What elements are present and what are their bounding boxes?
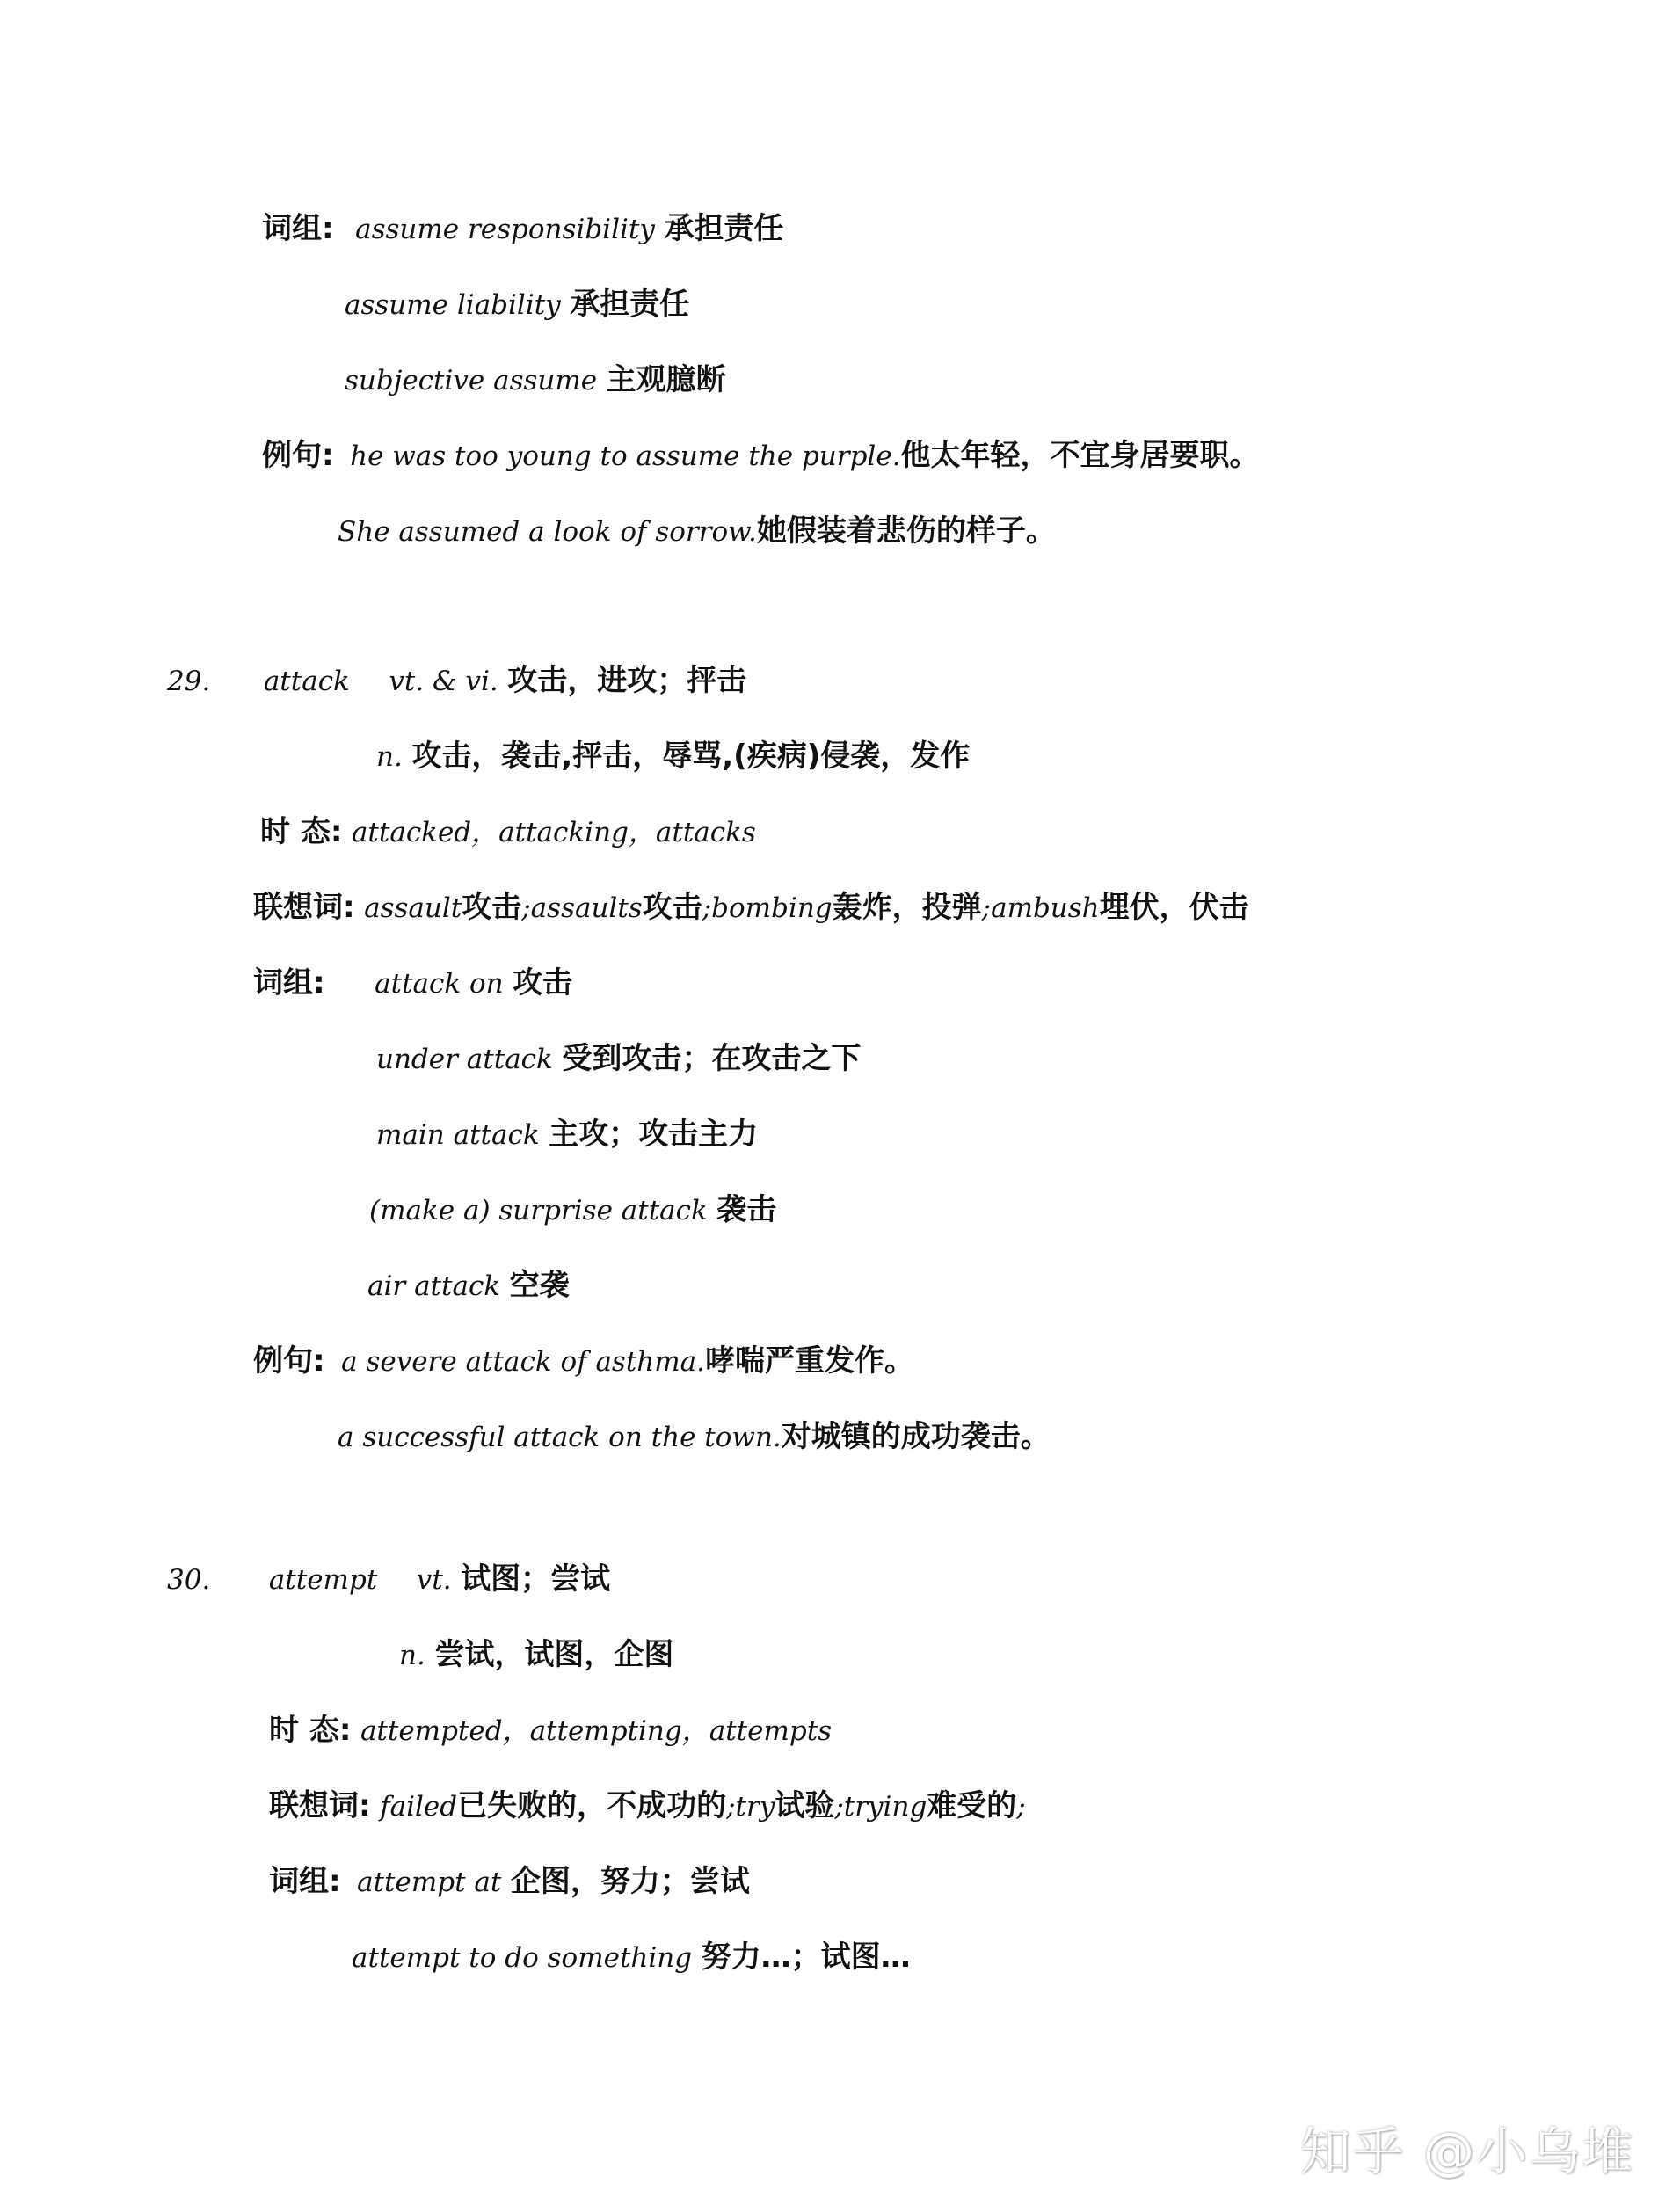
assoc-en: ;bombing <box>702 892 833 924</box>
assoc-en: assault <box>364 892 462 924</box>
phrase-zh: 空袭 <box>509 1268 570 1303</box>
entry-30-phrase-2 <box>352 1938 911 1977</box>
entry-29-phrase-5 <box>367 1266 570 1306</box>
entry-29-example-1 <box>253 1342 914 1381</box>
phrase-zh: 主观臆断 <box>606 362 726 397</box>
entry-30-tense <box>269 1711 832 1750</box>
phrase-zh: 袭击 <box>716 1192 777 1227</box>
assume-phrase-2 <box>345 285 689 324</box>
example-zh: 对城镇的成功袭击。 <box>781 1419 1051 1454</box>
phrase-en: air attack <box>367 1270 501 1302</box>
assoc-en: ;assaults <box>521 892 643 924</box>
phrases-label: 词组: <box>262 211 334 246</box>
examples-label: 例句: <box>253 1343 325 1379</box>
assoc-zh: 攻击 <box>462 890 522 925</box>
assoc-zh: 已失败的，不成功的 <box>457 1788 727 1823</box>
phrase-zh: 承担责任 <box>664 211 784 246</box>
tense-label: 时 态: <box>269 1713 352 1748</box>
phrase-en: attempt at <box>357 1867 502 1898</box>
assoc-en: ;ambush <box>981 892 1100 924</box>
headword: attempt <box>268 1564 378 1596</box>
assoc-en: ;try <box>726 1791 775 1823</box>
entry-29-tense <box>260 812 756 852</box>
examples-label: 例句: <box>262 438 334 473</box>
assoc-en: ;trying <box>834 1791 927 1823</box>
phrases-label: 词组: <box>253 965 325 1001</box>
definition: 攻击，袭击,抨击，辱骂,(疾病)侵袭，发作 <box>411 739 971 774</box>
phrase-zh: 受到攻击；在攻击之下 <box>562 1041 862 1076</box>
entry-number: 30. <box>167 1564 211 1596</box>
assoc-zh: 轰炸，投弹 <box>832 890 982 925</box>
entry-29-headword <box>167 661 746 701</box>
assume-phrase-3 <box>345 360 726 400</box>
assoc-label: 联想词: <box>253 890 355 925</box>
example-zh: 她假装着悲伤的样子。 <box>756 513 1056 549</box>
definition: 试图；尝试 <box>461 1561 611 1597</box>
phrase-zh: 努力…；试图… <box>701 1940 911 1975</box>
example-zh: 哮喘严重发作。 <box>705 1343 914 1379</box>
assoc-zh: 攻击 <box>642 890 702 925</box>
definition: 攻击，进攻；抨击 <box>507 663 747 698</box>
phrase-zh: 攻击 <box>513 965 573 1001</box>
assoc-label: 联想词: <box>269 1788 371 1823</box>
definition: 尝试，试图，企图 <box>434 1637 674 1672</box>
assume-example-2 <box>338 512 1056 551</box>
entry-29-noun-def <box>376 737 970 776</box>
part-of-speech: vt. <box>416 1564 452 1596</box>
assoc-end: ; <box>1016 1791 1026 1823</box>
phrase-en: attempt to do something <box>352 1942 693 1974</box>
entry-29-phrase-1 <box>253 964 572 1003</box>
phrase-en: (make a) surprise attack <box>369 1195 708 1226</box>
tense-forms: attempted，attempting，attempts <box>360 1715 833 1747</box>
part-of-speech: n. <box>376 741 403 773</box>
example-en: a severe attack of asthma. <box>341 1346 705 1378</box>
phrase-zh: 主攻；攻击主力 <box>549 1117 759 1152</box>
phrase-en: main attack <box>376 1119 540 1151</box>
assoc-en: failed <box>380 1791 458 1823</box>
phrase-en: assume liability <box>345 289 561 321</box>
assoc-zh: 难受的 <box>927 1788 1017 1823</box>
entry-29-phrase-2 <box>376 1039 861 1079</box>
phrases-label: 词组: <box>269 1864 341 1899</box>
entry-29-associations <box>253 888 1249 928</box>
entry-29-example-2 <box>338 1417 1051 1457</box>
entry-30-noun-def <box>399 1635 673 1675</box>
entry-30-phrase-1 <box>269 1862 750 1902</box>
assume-phrase-1 <box>262 209 783 249</box>
entry-number: 29. <box>167 666 211 697</box>
entry-30-associations <box>269 1787 1026 1826</box>
phrase-en: attack on <box>375 968 504 1000</box>
phrase-zh: 企图，努力；尝试 <box>510 1864 750 1899</box>
phrase-zh: 承担责任 <box>570 287 690 322</box>
phrase-en: subjective assume <box>345 365 598 397</box>
example-en: he was too young to assume the purple. <box>350 440 901 472</box>
part-of-speech: n. <box>399 1640 425 1671</box>
headword: attack <box>263 666 350 697</box>
tense-label: 时 态: <box>260 814 343 849</box>
example-en: a successful attack on the town. <box>338 1422 782 1453</box>
example-zh: 他太年轻，不宜身居要职。 <box>900 438 1260 473</box>
phrase-en: under attack <box>376 1044 553 1075</box>
entry-29-phrase-3 <box>376 1115 758 1154</box>
entry-30-headword <box>167 1560 610 1599</box>
assume-example-1 <box>262 436 1260 476</box>
phrase-en: assume responsibility <box>355 214 655 245</box>
assoc-zh: 埋伏，伏击 <box>1099 890 1249 925</box>
entry-29-phrase-4 <box>369 1190 776 1230</box>
example-en: She assumed a look of sorrow. <box>338 516 757 548</box>
assoc-zh: 试验 <box>775 1788 835 1823</box>
part-of-speech: vt. & vi. <box>389 666 498 697</box>
tense-forms: attacked，attacking，attacks <box>351 817 756 848</box>
zhihu-watermark: 知乎 @小乌堆 <box>1299 2122 1634 2181</box>
